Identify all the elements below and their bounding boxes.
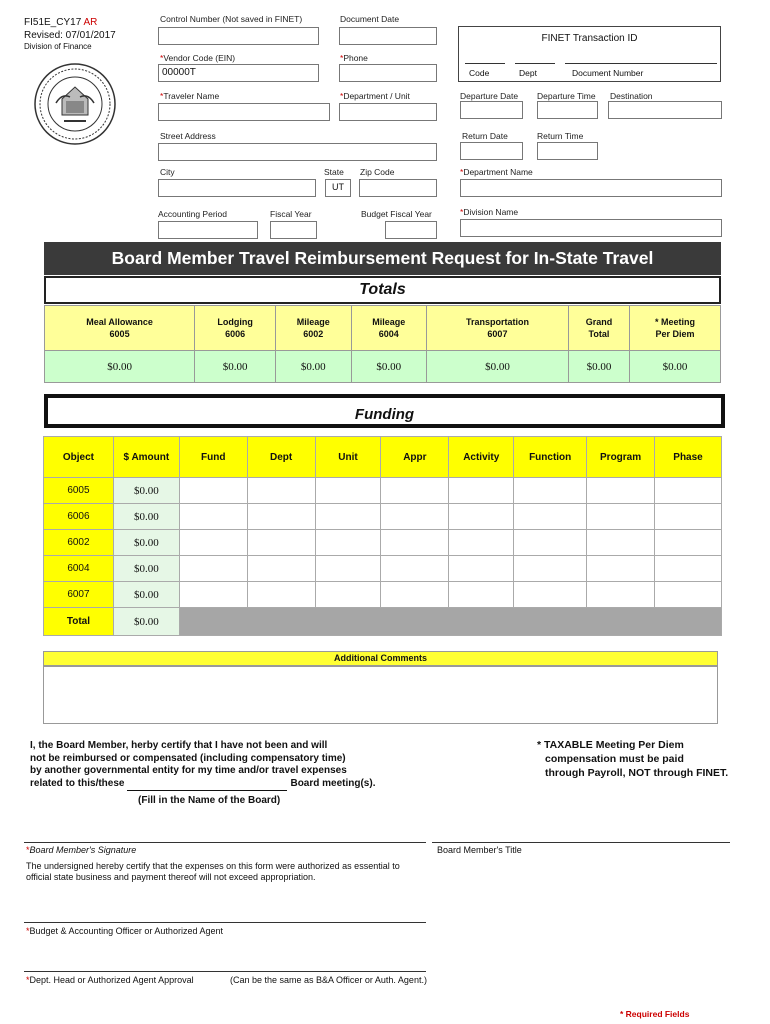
fund-cell[interactable]: [179, 530, 247, 556]
budget-fiscal-year-label: Budget Fiscal Year: [361, 209, 432, 219]
zip-label: Zip Code: [360, 167, 395, 177]
dept-head-label-text: Dept. Head or Authorized Agent Approval: [29, 975, 194, 985]
totals-col-meal: [45, 306, 195, 351]
meal-code: 6005: [109, 329, 130, 339]
object-code: 6006: [44, 504, 114, 530]
fill-board-name-hint: (Fill in the Name of the Board): [138, 795, 281, 806]
traveler-name-label-text: Traveler Name: [163, 91, 220, 101]
traveler-name-label: [160, 91, 219, 101]
city-input[interactable]: [158, 179, 316, 197]
dept-head-label: [26, 975, 194, 985]
destination-label: Destination: [610, 91, 653, 101]
taxable-line-2: compensation must be paid: [545, 753, 684, 765]
transportation-code: 6007: [487, 329, 508, 339]
dept-head-note: (Can be the same as B&A Officer or Auth. Agent.): [230, 975, 427, 985]
activity-cell[interactable]: [449, 478, 514, 504]
required-marker: *: [160, 91, 164, 101]
function-cell[interactable]: [514, 504, 587, 530]
taxable-note: [537, 738, 728, 780]
street-address-label: Street Address: [160, 131, 216, 141]
city-label: City: [160, 167, 175, 177]
funding-total-row: [44, 608, 722, 636]
division-name-input[interactable]: [460, 219, 722, 237]
program-cell[interactable]: [587, 504, 655, 530]
unit-cell[interactable]: [315, 530, 381, 556]
additional-comments-input[interactable]: [43, 666, 718, 724]
activity-cell[interactable]: [449, 582, 514, 608]
funding-col-appr: Appr: [381, 437, 449, 478]
fiscal-year-input[interactable]: [270, 221, 317, 239]
funding-col-program: Program: [587, 437, 655, 478]
function-cell[interactable]: [514, 556, 587, 582]
mileage-6004-total-value: $0.00: [351, 351, 426, 383]
finet-code-line[interactable]: [465, 63, 505, 64]
budget-officer-signature-line[interactable]: [24, 922, 426, 923]
dept-cell[interactable]: [247, 504, 315, 530]
department-unit-label-text: Department / Unit: [343, 91, 410, 101]
return-time-input[interactable]: [537, 142, 598, 160]
lodging-total-value: $0.00: [195, 351, 276, 383]
program-cell[interactable]: [587, 556, 655, 582]
fund-cell[interactable]: [179, 582, 247, 608]
form-code-text: FI51E_CY17: [24, 17, 82, 28]
form-title-banner: Board Member Travel Reimbursement Request for In-State Travel: [44, 242, 721, 275]
appr-cell[interactable]: [381, 478, 449, 504]
control-number-input[interactable]: [158, 27, 319, 45]
unit-cell[interactable]: [315, 582, 381, 608]
funding-total-amount: $0.00: [113, 608, 179, 636]
activity-cell[interactable]: [449, 504, 514, 530]
funding-row: [44, 556, 722, 582]
phone-input[interactable]: [339, 64, 437, 82]
meal-total-value: $0.00: [45, 351, 195, 383]
funding-col-fund: Fund: [179, 437, 247, 478]
departure-date-input[interactable]: [460, 101, 523, 119]
totals-col-grand-total: [568, 306, 629, 351]
mileage-label: Mileage: [296, 317, 330, 327]
department-name-label-text: Department Name: [463, 167, 533, 177]
program-cell[interactable]: [587, 478, 655, 504]
appr-cell[interactable]: [381, 530, 449, 556]
required-marker: *: [26, 926, 30, 936]
dept-cell[interactable]: [247, 530, 315, 556]
totals-col-mileage-6004: [351, 306, 426, 351]
per-diem-label: Per Diem: [655, 329, 695, 339]
vendor-code-input[interactable]: 00000T: [158, 64, 319, 82]
required-marker: *: [340, 53, 344, 63]
member-signature-label: [26, 845, 136, 855]
unit-cell[interactable]: [315, 478, 381, 504]
departure-time-input[interactable]: [537, 101, 598, 119]
taxable-line-1: * TAXABLE Meeting Per Diem: [537, 739, 684, 751]
document-date-label: Document Date: [340, 14, 400, 24]
certification-text: [30, 740, 375, 791]
fund-cell[interactable]: [179, 478, 247, 504]
finet-code-label: Code: [469, 68, 490, 78]
activity-cell[interactable]: [449, 530, 514, 556]
cert-line-4: [30, 778, 375, 792]
phase-cell[interactable]: [655, 530, 722, 556]
required-marker: *: [460, 207, 464, 217]
funding-row: [44, 582, 722, 608]
appr-cell[interactable]: [381, 504, 449, 530]
cert-line-1: I, the Board Member, herby certify that I have not been and will: [30, 740, 328, 751]
object-code: 6004: [44, 556, 114, 582]
required-marker: *: [26, 845, 30, 855]
division-name-label-text: Division Name: [463, 207, 519, 217]
accounting-period-input[interactable]: [158, 221, 258, 239]
department-unit-label: [340, 91, 410, 101]
grand-label: Grand: [585, 317, 613, 327]
state-input[interactable]: UT: [325, 179, 351, 197]
phase-cell[interactable]: [655, 556, 722, 582]
return-date-input[interactable]: [460, 142, 523, 160]
funding-row: [44, 504, 722, 530]
departure-date-label: Departure Date: [460, 91, 519, 101]
unit-cell[interactable]: [315, 556, 381, 582]
function-cell[interactable]: [514, 582, 587, 608]
object-code: 6002: [44, 530, 114, 556]
destination-input[interactable]: [608, 101, 722, 119]
funding-header-row: [44, 437, 722, 478]
form-suffix: AR: [83, 17, 98, 28]
finet-title: FINET Transaction ID: [541, 33, 638, 44]
member-title-label: Board Member's Title: [437, 845, 522, 855]
departure-time-label: Departure Time: [537, 91, 596, 101]
dept-cell[interactable]: [247, 556, 315, 582]
cert-line-4b: Board meeting(s).: [290, 777, 376, 789]
statement-line-1: The undersigned hereby certify that the expenses on this form were authorized as essential to: [26, 861, 400, 871]
transportation-label: Transportation: [465, 317, 529, 327]
total-label: Total: [588, 329, 610, 339]
finet-dept-line[interactable]: [515, 63, 555, 64]
required-fields-note: * Required Fields: [620, 1009, 690, 1019]
totals-col-meeting-per-diem: [629, 306, 720, 351]
fund-cell[interactable]: [179, 504, 247, 530]
funding-col-activity: Activity: [449, 437, 514, 478]
finet-document-number-line[interactable]: [565, 63, 717, 64]
funding-col-amount: $ Amount: [113, 437, 179, 478]
cert-line-2: not be reimbursed or compensated (including compensatory time): [30, 752, 346, 764]
mileage-code: 6004: [378, 329, 399, 339]
mileage-code: 6002: [303, 329, 324, 339]
funding-row: [44, 478, 722, 504]
totals-header-row: [45, 306, 721, 351]
appr-cell[interactable]: [381, 556, 449, 582]
object-code: 6007: [44, 582, 114, 608]
accounting-period-label: Accounting Period: [158, 209, 227, 219]
return-date-label: Return Date: [462, 131, 508, 141]
board-name-blank[interactable]: [127, 778, 287, 792]
funding-total-filler: [179, 608, 721, 636]
division-name-label: [460, 207, 518, 217]
statement-line-2: official state business and payment thereof will not exceed appropriation.: [26, 872, 316, 882]
required-marker: *: [26, 975, 30, 985]
cert-line-4a: related to this/these: [30, 777, 125, 789]
meal-label: Meal Allowance: [86, 317, 153, 327]
grand-total-value: $0.00: [568, 351, 629, 383]
revised-date: Revised: 07/01/2017: [24, 30, 116, 41]
totals-col-transportation: [426, 306, 568, 351]
phase-cell[interactable]: [655, 504, 722, 530]
function-cell[interactable]: [514, 530, 587, 556]
totals-value-row: [45, 351, 721, 383]
totals-col-mileage-6002: [276, 306, 351, 351]
phase-cell[interactable]: [655, 478, 722, 504]
amount-cell: $0.00: [113, 478, 179, 504]
state-label: State: [324, 167, 344, 177]
control-number-label: Control Number (Not saved in FINET): [160, 14, 303, 24]
department-name-label: [460, 167, 533, 177]
fund-cell[interactable]: [179, 556, 247, 582]
mileage-label: Mileage: [372, 317, 406, 327]
budget-officer-label: [26, 926, 223, 936]
finet-transaction-box: [458, 26, 721, 82]
appr-cell[interactable]: [381, 582, 449, 608]
funding-col-dept: Dept: [247, 437, 315, 478]
funding-heading: Funding: [44, 394, 725, 428]
funding-total-label: Total: [44, 608, 114, 636]
lodging-label: Lodging: [217, 317, 253, 327]
funding-col-object: Object: [44, 437, 114, 478]
taxable-line-3: through Payroll, NOT through FINET.: [545, 767, 729, 779]
department-unit-input[interactable]: [339, 103, 437, 121]
function-cell[interactable]: [514, 478, 587, 504]
additional-comments-heading: Additional Comments: [43, 651, 718, 666]
dept-cell[interactable]: [247, 582, 315, 608]
dept-head-signature-line[interactable]: [24, 971, 426, 972]
phase-cell[interactable]: [655, 582, 722, 608]
dept-cell[interactable]: [247, 478, 315, 504]
totals-table: [44, 305, 721, 383]
unit-cell[interactable]: [315, 504, 381, 530]
zip-input[interactable]: [359, 179, 437, 197]
street-address-input[interactable]: [158, 143, 437, 161]
funding-row: [44, 530, 722, 556]
finet-document-number-label: Document Number: [572, 68, 644, 78]
document-date-input[interactable]: [339, 27, 437, 45]
finet-dept-label: Dept: [519, 68, 537, 78]
totals-col-lodging: [195, 306, 276, 351]
fiscal-year-label: Fiscal Year: [270, 209, 312, 219]
phone-label-text: Phone: [343, 53, 368, 63]
funding-col-phase: Phase: [655, 437, 722, 478]
lodging-code: 6006: [225, 329, 246, 339]
amount-cell: $0.00: [113, 504, 179, 530]
transportation-total-value: $0.00: [426, 351, 568, 383]
funding-col-unit: Unit: [315, 437, 381, 478]
member-signature-line[interactable]: [24, 842, 426, 843]
budget-officer-label-text: Budget & Accounting Officer or Authorized Agent: [29, 926, 223, 936]
amount-cell: $0.00: [113, 530, 179, 556]
traveler-name-input[interactable]: [158, 103, 330, 121]
required-marker: *: [460, 167, 464, 177]
amount-cell: $0.00: [113, 582, 179, 608]
amount-cell: $0.00: [113, 556, 179, 582]
cert-line-3: by another governmental entity for my time and/or travel expenses: [30, 765, 347, 776]
object-code: 6005: [44, 478, 114, 504]
meeting-per-diem-value: $0.00: [629, 351, 720, 383]
mileage-6002-total-value: $0.00: [276, 351, 351, 383]
funding-col-function: Function: [514, 437, 587, 478]
member-title-line[interactable]: [432, 842, 730, 843]
funding-table: [43, 436, 722, 636]
required-marker: *: [160, 53, 164, 63]
vendor-code-label-text: Vendor Code (EIN): [163, 53, 236, 63]
meeting-label: * Meeting: [654, 317, 695, 327]
vendor-code-label: [160, 53, 235, 63]
state-seal-logo: [34, 63, 116, 145]
return-time-label: Return Time: [537, 131, 584, 141]
department-name-input[interactable]: [460, 179, 722, 197]
required-marker: *: [340, 91, 344, 101]
division-name: Division of Finance: [24, 42, 92, 51]
member-signature-label-text: Board Member's Signature: [29, 845, 137, 855]
totals-heading: Totals: [44, 276, 721, 304]
activity-cell[interactable]: [449, 556, 514, 582]
program-cell[interactable]: [587, 530, 655, 556]
authorization-statement: [26, 861, 400, 883]
phone-label: [340, 53, 368, 63]
budget-fiscal-year-input[interactable]: [385, 221, 437, 239]
program-cell[interactable]: [587, 582, 655, 608]
form-code: [24, 17, 97, 28]
